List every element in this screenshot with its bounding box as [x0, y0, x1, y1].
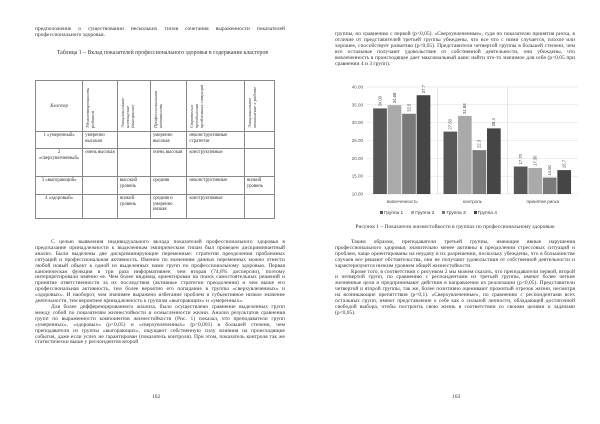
bar [557, 170, 571, 194]
table-row [36, 195, 275, 219]
page-number-right: 163 [452, 394, 461, 400]
legend-swatch [411, 211, 414, 214]
data-label: 32.5 [406, 103, 412, 112]
legend-label: Группа 1 [384, 211, 404, 216]
bar [487, 128, 501, 194]
table-cell [83, 195, 117, 219]
y-tick-label: 25.00 [351, 138, 363, 143]
table-cell: умеренно высокая [83, 132, 117, 149]
legend-label: Группа 4 [477, 211, 497, 216]
table-cell: 4 «здоровый» [36, 195, 83, 219]
intro-text: предположение о существовании нескольких типов сочетания выраженности показателей профессионального здоровья. [35, 26, 285, 38]
bar [528, 168, 542, 194]
table-cell [117, 149, 150, 177]
data-label: 31.88 [462, 103, 468, 114]
paragraph: Таким образом, преподаватели третьей группы, имеющие явные нарушения профессионального здоровья, значительно менее активны в преодолении стрессовых ситуаций и проблем, чаще ориентированы на неудачу в их разрешении, поскольку убеждены, что в большинстве случаев все решают обстоятельства, они не получают удовольствия от собственной деятельности и характеризуются низким уровнем общей жизнестойкости. [335, 239, 575, 269]
data-label: 14.60 [547, 165, 553, 176]
legend-swatch [380, 211, 383, 214]
left-body-text [35, 240, 285, 346]
category-label: вовлеченность [386, 199, 418, 204]
legend-swatch [474, 211, 477, 214]
page-number-left: 162 [152, 394, 161, 400]
right-intro-text: группы, по сравнению с первой (p<0,05). «Сверхувлеченные», судя по показателю принятия риска, в отличие от представителей третьей группы убеждены, что все что с ними случается, плохое или хорошее, способствует развитию (p<0,05). Представители четвертой группы в большей степени, чем все остальные получают удовольствие от собственной деятельности, они убеждены, что вовлеченность в происходящее дает максимальный шанс найти что-то значимое для себя (p<0,05 при сравнении 4 и 3 групп). [335, 31, 575, 67]
table-cell: низкий уровень [244, 177, 274, 195]
table-row [36, 177, 275, 195]
category-label: принятие риска [526, 199, 560, 204]
table-caption: Таблица 1 – Вклад показателей профессионального здоровья в содержание кластеров [56, 50, 269, 56]
header-burnout: Эмоциональное истощение (выгорание) [119, 97, 135, 128]
table-cell: средняя [150, 177, 186, 195]
table-cell [244, 132, 274, 149]
table-cell [244, 149, 274, 177]
table-cell: средняя и умеренно низкая [150, 195, 186, 219]
table-cell: неконструктивные стратегии [187, 132, 244, 149]
legend-item [380, 211, 403, 216]
bar [388, 105, 402, 194]
header-cluster: Кластер [36, 81, 83, 132]
data-label: 17.30 [532, 155, 538, 166]
category-label: контроль [463, 199, 482, 204]
table-cell: 3 «выгорающий» [36, 177, 83, 195]
bar [543, 178, 557, 194]
data-label: 34.00 [377, 95, 383, 107]
chart-legend [380, 211, 497, 216]
header-attitude: Эмоциональное отношение к работе [246, 86, 257, 128]
bar [417, 95, 431, 194]
header-satisfaction: Удовлетворенность работой [85, 88, 96, 128]
y-tick-label: 30.00 [351, 120, 363, 126]
legend-item [474, 211, 497, 216]
data-label: 16.7 [561, 159, 567, 169]
paragraph: С целью выявления индивидуального вклада показателей профессионального здоровья в предсказание принадлежности к выделенным эмпирическим типам был проведен дискриминантный анализ. Были выделены две дискриминирующие переменные: стратегии преодоления проблемных ситуаций и профессиональная активность. Именно по значениям данных переменных можно отнести любой новый объект к одной из выделенных нами групп по профессиональному здоровью. Первая каноническая функция в три раза информативнее, чем вторая (74,8% дисперсии), поэтому интерпретировали именно ее. Чем более индивид ориентирован на поиск самостоятельных решений и принятие ответственности за их последствия (активные стратегии преодоления) и чем выше его профессиональная активность, тем более вероятно его попадание в группы «сверхувлеченных» и «здоровых». И наоборот, чем значимее выражено избегание проблем и субъективное низкое значение деятельности, тем вероятнее принадлежность к группам «выгорающих» и «умеренных». [35, 239, 285, 305]
table-cell [83, 177, 117, 195]
table-cell: неконструктивные [187, 177, 244, 195]
cluster-table [35, 80, 275, 219]
paragraph: Для более дифференцированного анализа, было осуществлено сравнение выделенных групп между собой по показателям жизнестойкости и осмысленности жизни. Анализ результатов сравнения групп по выраженности компонентов жизнестойкости (Рис. 1) показал, что преподаватели групп «умеренных», «здоровых» (p<0,05) и «сверхувлеченных» (p<0,001) в большей степени, чем преподаватели из группы «выгорающих», ощущают собственную силу влияния на происходящие события, даже если успех не гарантирован (показатель контроля). При этом, показатель контроля так же статистически выше у респондентов второй [35, 303, 285, 346]
table-cell: конструктивные [187, 195, 244, 219]
data-label: 27.50 [447, 119, 453, 130]
y-tick-label: 40.00 [351, 84, 363, 90]
table-row [36, 149, 275, 177]
legend-label: Группа 3 [446, 211, 466, 216]
bar [402, 114, 416, 194]
data-label: 17.70 [518, 154, 524, 165]
table-cell: конструктивные [187, 149, 244, 177]
y-tick-label: 15.00 [351, 173, 363, 179]
right-body-text [335, 240, 575, 317]
data-label: 34.88 [391, 92, 397, 104]
data-label: 37.7 [420, 85, 426, 94]
table-cell: умеренно высокая [150, 132, 186, 149]
table-row [36, 132, 275, 149]
table-cell: 2 «сверхувлеченный» [36, 149, 83, 177]
bar [473, 150, 487, 194]
y-tick-label: 10.00 [351, 191, 363, 197]
header-activity: Профессиональная активность [152, 90, 163, 128]
bar [458, 116, 472, 194]
header-strategies: Стратегии преодоления проблемных ситуаций [189, 84, 205, 128]
table-cell [117, 132, 150, 149]
legend-item [442, 211, 465, 216]
legend-label: Группа 2 [415, 211, 435, 216]
table-cell: высокий уровень [117, 177, 150, 195]
figure-caption: Рисунок 1 – Показатели жизнестойкости в группах по профессиональному здоровью [355, 224, 555, 230]
bar [514, 167, 528, 194]
y-tick-label: 35.00 [351, 102, 363, 108]
table-cell: очень высокая [83, 149, 117, 177]
table-cell: 1 «умеренный» [36, 132, 83, 149]
data-label: 28.4 [491, 118, 497, 127]
bar [373, 108, 387, 194]
legend-item [411, 211, 434, 216]
table-cell [244, 195, 274, 219]
legend-swatch [442, 211, 445, 214]
y-tick-label: 20.00 [351, 155, 363, 161]
resilience-bar-chart [335, 82, 580, 210]
table-cell: очень высокая [150, 149, 186, 177]
bar [444, 132, 458, 194]
table-header-row [36, 81, 275, 132]
data-label: 22.3 [476, 139, 482, 149]
table-cell: низкий уровень [117, 195, 150, 219]
paragraph: Кроме того, в соответствии с рисунком 2 мы можем сказать, что преподаватели первой, второй и четвертой групп, по сравнению с респондентами из третьей группы, имеют более четкие жизненные цели и предпринимают действия в направлении их реализации (p<0,05). Представители четвертой и второй группы, так же, более позитивно оценивают прожитый отрезок жизни, несмотря на возникающие препятствия (p<0,1). «Сверхувлеченные», по сравнению с респондентами всех остальных групп, имеют представление о себе как о сильной личности, обладающей достаточной свободой выбора, чтобы построить свою жизнь в соответствии со своими целями и задачами (p<0,05). [335, 268, 575, 316]
